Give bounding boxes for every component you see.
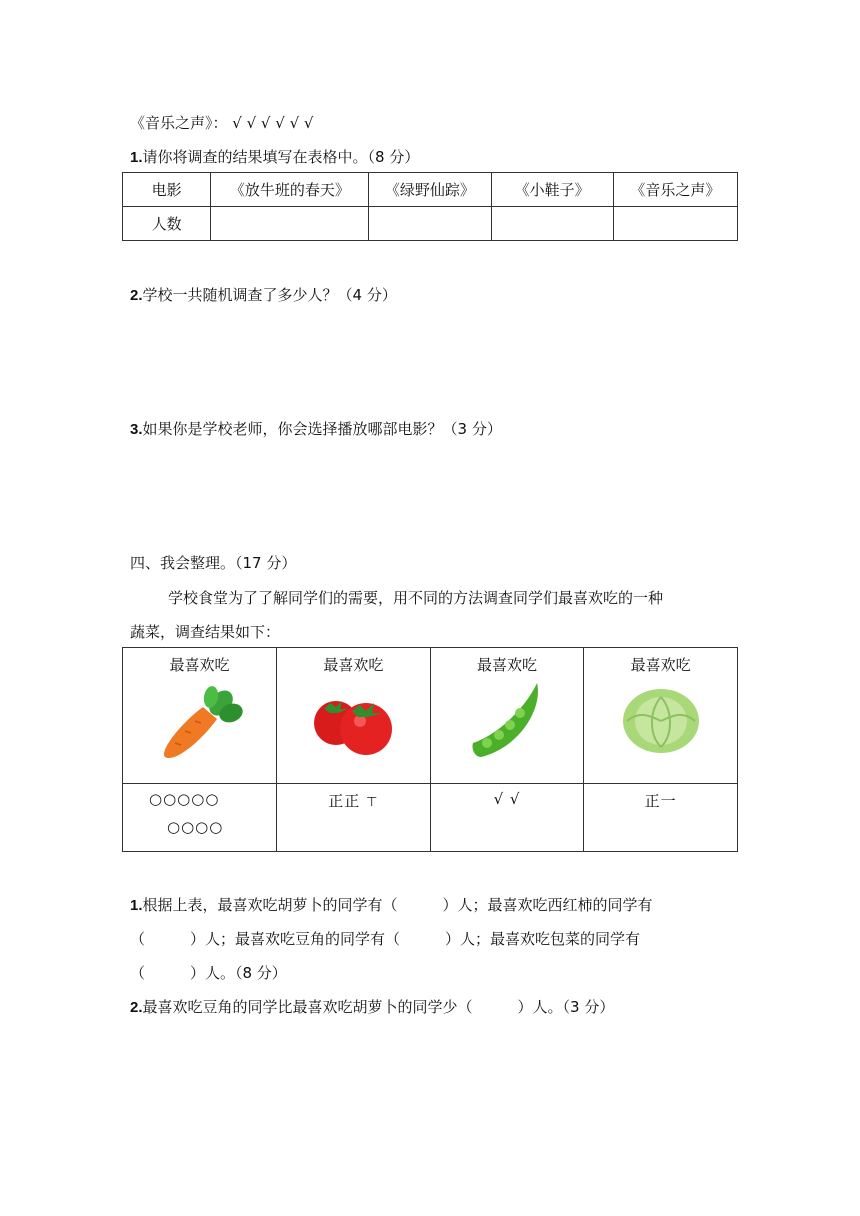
section-4-intro-line-2: 蔬菜，调查结果如下： [130,623,281,641]
tally-pea-marks: √ √ [493,790,521,808]
veg-label: 最喜欢吃 [630,656,691,674]
veg-label: 最喜欢吃 [323,656,384,674]
section-4-intro-line-1: 学校食堂为了了解同学们的需要，用不同的方法调查同学们最喜欢吃的一种 [168,589,664,607]
movie-cell: 《放牛班的春天》 [211,173,369,207]
section-4-title: 四、我会整理。（17 分） [130,554,297,572]
question-1-text: 请你将调查的结果填写在表格中。（8 分） [142,148,420,166]
sub-question-2-number: 2. [130,999,143,1016]
question-3-number: 3. [130,421,143,438]
question-1-number: 1. [130,149,143,166]
veg-cell-carrot [123,648,277,784]
tally-carrot [123,784,277,852]
question-3 [130,418,502,439]
movie-header-label: 电影 [123,173,211,207]
carrot-icon [151,683,247,763]
movie-cell: 《绿野仙踪》 [369,173,491,207]
tally-pea [430,784,584,852]
tally-tomato-marks: 正正 [328,792,361,810]
veg-cell-pea [430,648,584,784]
tomato-icon [308,689,398,761]
sub-question-2 [130,996,614,1017]
header-line: 《音乐之声》： √ √ √ √ √ √ [130,114,314,132]
question-2 [130,284,397,305]
sub-question-1-number: 1. [130,897,143,914]
tally-cabbage [584,784,738,852]
count-answer-cell[interactable] [369,207,491,241]
tally-carrot-line-2: ○○○○ [167,818,224,836]
tally-cabbage-marks: 正一 [644,792,677,810]
count-row-label: 人数 [123,207,211,241]
question-2-number: 2. [130,287,143,304]
sub-question-1-text: 根据上表，最喜欢吃胡萝卜的同学有（ ）人；最喜欢吃西红柿的同学有 [142,896,653,914]
veg-label: 最喜欢吃 [169,656,230,674]
question-3-text: 如果你是学校老师，你会选择播放哪部电影？（3 分） [142,420,502,438]
cabbage-icon [619,681,703,757]
count-answer-cell[interactable] [491,207,613,241]
sub-question-1-line-3: （ ）人。（8 分） [130,964,287,982]
count-answer-cell[interactable] [211,207,369,241]
vegetable-survey-table [122,647,738,852]
tally-tomato-partial: ⊤ [366,795,379,810]
sub-question-2-text: 最喜欢吃豆角的同学比最喜欢吃胡萝卜的同学少（ ）人。（3 分） [142,998,615,1016]
movie-cell: 《音乐之声》 [613,173,737,207]
movie-survey-table [122,172,738,241]
tally-carrot-line-1: ○○○○○ [149,790,220,808]
sub-question-1-line-2: （ ）人；最喜欢吃豆角的同学有（ ）人；最喜欢吃包菜的同学有 [130,930,641,948]
veg-label: 最喜欢吃 [477,656,538,674]
tally-tomato [276,784,430,852]
pea-pod-icon [467,677,547,761]
movie-cell: 《小鞋子》 [491,173,613,207]
question-2-text: 学校一共随机调查了多少人？（4 分） [142,286,397,304]
sub-question-1-line-1 [130,894,653,915]
count-answer-cell[interactable] [613,207,737,241]
question-1 [130,146,419,167]
veg-cell-cabbage [584,648,738,784]
veg-cell-tomato [276,648,430,784]
